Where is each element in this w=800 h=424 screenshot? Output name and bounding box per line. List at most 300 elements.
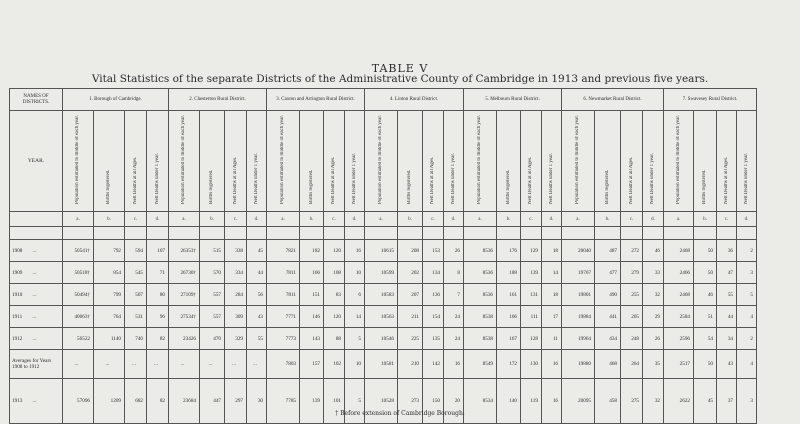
- value-cell: 210: [398, 350, 423, 379]
- value-cell: 50541†: [63, 240, 94, 262]
- year-label: 1911: [12, 313, 23, 320]
- value-cell: 50494†: [63, 284, 94, 306]
- district-header: 4. Linton Rural District.: [365, 89, 464, 111]
- column-letter: b.: [497, 212, 521, 227]
- value-cell: 129: [521, 240, 542, 262]
- value-cell: 10581: [365, 350, 398, 379]
- value-cell: 46: [694, 284, 717, 306]
- value-cell: 2468: [664, 284, 694, 306]
- column-header: [562, 111, 595, 212]
- value-cell: ...: [94, 350, 125, 379]
- value-cell: 146: [300, 306, 324, 328]
- value-cell: 80: [147, 284, 169, 306]
- value-cell: 275: [621, 379, 643, 424]
- column-header: [694, 111, 717, 212]
- value-cell: 83: [324, 284, 345, 306]
- column-letter: b.: [595, 212, 621, 227]
- value-cell: 255: [621, 284, 643, 306]
- value-cell: 150: [423, 379, 444, 424]
- column-header-label: Nett Deaths under 1 year.: [253, 153, 259, 204]
- value-cell: 51: [694, 306, 717, 328]
- column-letter: b.: [300, 212, 324, 227]
- column-letter: a.: [365, 212, 398, 227]
- value-cell: 30: [247, 379, 267, 424]
- value-cell: 8536: [464, 262, 497, 284]
- table-row: [10, 284, 757, 306]
- value-cell: 208: [398, 240, 423, 262]
- year-dots: ...: [32, 335, 37, 342]
- value-cell: 16: [444, 350, 464, 379]
- year-label: 1909: [12, 269, 23, 276]
- column-header-label: Births registered.: [604, 169, 610, 204]
- year-dots: ...: [32, 313, 37, 320]
- value-cell: 151: [300, 284, 324, 306]
- value-cell: 32: [643, 284, 664, 306]
- column-letter: b.: [398, 212, 423, 227]
- column-header-label: Nett Deaths at all Ages.: [132, 156, 138, 204]
- column-header-label: Nett Deaths at all Ages.: [628, 156, 634, 204]
- value-cell: 507: [125, 284, 147, 306]
- column-header-label: Nett Deaths at all Ages.: [430, 156, 435, 204]
- value-cell: 10528: [365, 379, 398, 424]
- year-cell: [10, 240, 63, 262]
- value-cell: 3: [737, 379, 757, 424]
- column-header: [464, 111, 497, 212]
- value-cell: 143: [300, 328, 324, 350]
- value-cell: 5: [345, 328, 365, 350]
- column-header-label: Births registered.: [505, 169, 511, 204]
- value-cell: 35: [643, 350, 664, 379]
- spacer-cell: [542, 227, 562, 240]
- column-letter: c.: [423, 212, 444, 227]
- column-letter: b.: [94, 212, 125, 227]
- value-cell: 2584: [664, 306, 694, 328]
- value-cell: 131: [521, 284, 542, 306]
- value-cell: ...: [200, 350, 225, 379]
- value-cell: 20095: [562, 379, 595, 424]
- spacer-cell: [562, 227, 595, 240]
- value-cell: 23426: [169, 328, 200, 350]
- column-header-label: Nett Deaths under 1 year.: [351, 153, 357, 204]
- value-cell: 2517: [664, 350, 694, 379]
- table-row: [10, 262, 757, 284]
- column-header-label: Population estimated to middle of each year.: [477, 114, 482, 204]
- value-cell: 7811: [267, 262, 300, 284]
- column-letter: a.: [562, 212, 595, 227]
- value-cell: 154: [423, 306, 444, 328]
- value-cell: 2596: [664, 328, 694, 350]
- value-cell: 487: [595, 240, 621, 262]
- value-cell: 82: [147, 379, 169, 424]
- value-cell: 7811: [267, 284, 300, 306]
- column-letter: c.: [621, 212, 643, 227]
- value-cell: 799: [94, 284, 125, 306]
- column-header: [717, 111, 737, 212]
- value-cell: 34: [717, 328, 737, 350]
- year-cell: [10, 262, 63, 284]
- value-cell: 176: [497, 240, 521, 262]
- page-title: TABLE V: [371, 62, 429, 75]
- column-header: [595, 111, 621, 212]
- column-letter: c.: [521, 212, 542, 227]
- spacer-cell: [63, 227, 94, 240]
- value-cell: 27109†: [169, 284, 200, 306]
- value-cell: 128: [521, 328, 542, 350]
- column-header-label: Births registered.: [106, 169, 111, 204]
- value-cell: 82: [147, 328, 169, 350]
- value-cell: 468: [595, 350, 621, 379]
- value-cell: 441: [595, 306, 621, 328]
- column-header: [125, 111, 147, 212]
- value-cell: 56522: [63, 328, 94, 350]
- column-header-label: Nett Deaths under 1 year.: [743, 153, 749, 204]
- value-cell: 166: [497, 306, 521, 328]
- value-cell: 27534†: [169, 306, 200, 328]
- year-cell: [10, 284, 63, 306]
- table-row: [10, 240, 757, 262]
- column-header: [497, 111, 521, 212]
- value-cell: 142: [423, 350, 444, 379]
- value-cell: 594: [125, 240, 147, 262]
- value-cell: 130: [521, 350, 542, 379]
- value-cell: 10563: [365, 306, 398, 328]
- spacer-cell: [125, 227, 147, 240]
- column-letter: a.: [464, 212, 497, 227]
- spacer-cell: [365, 227, 398, 240]
- value-cell: 157: [300, 350, 324, 379]
- value-cell: 107: [147, 240, 169, 262]
- column-header-label: Births registered.: [308, 169, 314, 204]
- column-header-label: Population estimated to middle of each year.: [75, 114, 80, 204]
- vital-statistics-table: [9, 88, 757, 424]
- column-header: [444, 111, 464, 212]
- value-cell: 8536: [464, 240, 497, 262]
- column-header: [521, 111, 542, 212]
- value-cell: 10599: [365, 262, 398, 284]
- value-cell: 135: [423, 328, 444, 350]
- column-letter: d.: [542, 212, 562, 227]
- value-cell: 279: [621, 262, 643, 284]
- value-cell: 7785: [267, 379, 300, 424]
- value-cell: 134: [423, 262, 444, 284]
- value-cell: 570: [200, 262, 225, 284]
- column-letter: d.: [643, 212, 664, 227]
- year-label: 1913: [12, 398, 23, 404]
- value-cell: 71: [147, 262, 169, 284]
- value-cell: 531: [125, 306, 147, 328]
- value-cell: 273: [398, 379, 423, 424]
- district-header: 1. Borough of Cambridge.: [63, 89, 169, 111]
- column-letter: a.: [63, 212, 94, 227]
- value-cell: 792: [94, 240, 125, 262]
- value-cell: 10615: [365, 240, 398, 262]
- value-cell: 272: [621, 240, 643, 262]
- value-cell: 45: [247, 240, 267, 262]
- spacer-cell: [324, 227, 345, 240]
- column-header: [643, 111, 664, 212]
- value-cell: 120: [324, 240, 345, 262]
- column-header: [737, 111, 757, 212]
- column-header-label: Population estimated to middle of each year.: [378, 114, 383, 204]
- value-cell: 166: [300, 262, 324, 284]
- value-cell: 8536: [464, 284, 497, 306]
- value-cell: 297: [225, 379, 247, 424]
- column-letter: a.: [169, 212, 200, 227]
- district-header: 6. Newmarket Rural District.: [562, 89, 664, 111]
- value-cell: 167: [497, 328, 521, 350]
- column-header-label: Births registered.: [407, 169, 412, 204]
- value-cell: 32: [643, 379, 664, 424]
- value-cell: 557: [200, 284, 225, 306]
- column-header-label: Nett Deaths under 1 year.: [650, 153, 655, 204]
- names-header: NAMES OF DISTRICTS.: [10, 89, 63, 111]
- column-header-label: Nett Deaths at all Ages.: [723, 156, 729, 204]
- value-cell: 88: [324, 328, 345, 350]
- spacer-cell: [664, 227, 694, 240]
- value-cell: 477: [595, 262, 621, 284]
- year-dots: ...: [32, 398, 37, 404]
- value-cell: 490: [595, 284, 621, 306]
- value-cell: 18: [542, 240, 562, 262]
- value-cell: 211: [398, 306, 423, 328]
- value-cell: 33: [643, 262, 664, 284]
- value-cell: 2468: [664, 240, 694, 262]
- spacer-cell: [643, 227, 664, 240]
- subtitle: Vital Statistics of the separate Districts of the Administrative County of Cambridge in 1913 and previous five years.: [91, 73, 709, 85]
- column-header: [542, 111, 562, 212]
- value-cell: 5: [737, 284, 757, 306]
- year-dots: ...: [32, 291, 37, 298]
- year-dots: ...: [32, 247, 37, 254]
- value-cell: 50: [694, 262, 717, 284]
- column-letter: c.: [717, 212, 737, 227]
- averages-label: Averages for Years 1908 to 1912: [10, 350, 63, 379]
- value-cell: 29: [643, 306, 664, 328]
- value-cell: 55: [247, 328, 267, 350]
- spacer-cell: [200, 227, 225, 240]
- value-cell: 329: [225, 328, 247, 350]
- year-label: 1912: [12, 335, 23, 342]
- value-cell: 182: [300, 240, 324, 262]
- value-cell: 225: [398, 328, 423, 350]
- district-header: 5. Melbourn Rural District.: [464, 89, 562, 111]
- value-cell: 854: [94, 262, 125, 284]
- value-cell: 40063†: [63, 306, 94, 328]
- value-cell: 20: [444, 379, 464, 424]
- column-letter: d.: [147, 212, 169, 227]
- column-header: [324, 111, 345, 212]
- value-cell: 57096: [63, 379, 94, 424]
- column-letter: d.: [737, 212, 757, 227]
- value-cell: 2466: [664, 262, 694, 284]
- value-cell: 458: [595, 379, 621, 424]
- value-cell: 4: [737, 306, 757, 328]
- value-cell: 108: [324, 262, 345, 284]
- value-cell: ...: [63, 350, 94, 379]
- column-header-label: Nett Deaths under 1 year.: [548, 153, 554, 204]
- spacer-cell: [94, 227, 125, 240]
- value-cell: ...: [147, 350, 169, 379]
- averages-row: [10, 350, 757, 379]
- value-cell: 120: [324, 306, 345, 328]
- column-header: [94, 111, 125, 212]
- value-cell: 139: [300, 379, 324, 424]
- value-cell: 8549: [464, 350, 497, 379]
- value-cell: 14: [542, 262, 562, 284]
- value-cell: 447: [200, 379, 225, 424]
- spacer-cell: [444, 227, 464, 240]
- value-cell: 10: [345, 350, 365, 379]
- value-cell: 515: [200, 240, 225, 262]
- value-cell: 26353†: [169, 240, 200, 262]
- value-cell: 50: [694, 240, 717, 262]
- spacer-cell: [694, 227, 717, 240]
- value-cell: 119: [521, 379, 542, 424]
- value-cell: 46: [643, 240, 664, 262]
- column-header-label: Population estimated to middle of each year.: [575, 114, 580, 204]
- value-cell: 682: [125, 379, 147, 424]
- year-header: YEAR.: [10, 111, 63, 212]
- value-cell: 37: [717, 379, 737, 424]
- value-cell: 1209: [94, 379, 125, 424]
- footnote: † Before extension of Cambridge Borough.: [335, 410, 465, 417]
- district-header: 3. Caxton and Arrington Rural District.: [267, 89, 365, 111]
- spacer-cell: [10, 227, 63, 240]
- value-cell: 139: [521, 262, 542, 284]
- value-cell: 50518†: [63, 262, 94, 284]
- value-cell: 54: [694, 328, 717, 350]
- value-cell: 17: [542, 306, 562, 328]
- column-header: [147, 111, 169, 212]
- column-header-label: Nett Deaths at all Ages.: [232, 156, 238, 204]
- value-cell: 140: [497, 379, 521, 424]
- column-header: [398, 111, 423, 212]
- value-cell: 434: [595, 328, 621, 350]
- value-cell: 16: [542, 379, 562, 424]
- value-cell: 19884: [562, 306, 595, 328]
- spacer-cell: [521, 227, 542, 240]
- blank-cell: [10, 212, 63, 227]
- value-cell: 161: [497, 284, 521, 306]
- column-header: [200, 111, 225, 212]
- value-cell: 44: [717, 306, 737, 328]
- spacer-cell: [621, 227, 643, 240]
- value-cell: 1140: [94, 328, 125, 350]
- column-header: [345, 111, 365, 212]
- value-cell: 96: [147, 306, 169, 328]
- spacer-cell: [169, 227, 200, 240]
- value-cell: 2: [737, 240, 757, 262]
- value-cell: 740: [125, 328, 147, 350]
- value-cell: 264: [621, 350, 643, 379]
- value-cell: 20040: [562, 240, 595, 262]
- value-cell: 309: [225, 306, 247, 328]
- value-cell: ...: [169, 350, 200, 379]
- value-cell: 19964: [562, 328, 595, 350]
- value-cell: 7771: [267, 306, 300, 328]
- column-header-label: Nett Deaths under 1 year.: [450, 153, 456, 204]
- spacer-cell: [423, 227, 444, 240]
- value-cell: 334: [225, 262, 247, 284]
- column-header: [300, 111, 324, 212]
- value-cell: ...: [247, 350, 267, 379]
- value-cell: 338: [225, 240, 247, 262]
- value-cell: 45: [694, 379, 717, 424]
- value-cell: 19801: [562, 284, 595, 306]
- column-letter: c.: [324, 212, 345, 227]
- column-letter: a.: [267, 212, 300, 227]
- value-cell: 545: [125, 262, 147, 284]
- column-header: [423, 111, 444, 212]
- value-cell: 265: [621, 306, 643, 328]
- value-cell: ...: [225, 350, 247, 379]
- value-cell: 2622: [664, 379, 694, 424]
- value-cell: 172: [497, 350, 521, 379]
- value-cell: 7803: [267, 350, 300, 379]
- spacer-cell: [267, 227, 300, 240]
- value-cell: 16: [345, 240, 365, 262]
- value-cell: 11: [542, 328, 562, 350]
- value-cell: 43: [247, 306, 267, 328]
- value-cell: 5: [345, 379, 365, 424]
- value-cell: 44: [247, 262, 267, 284]
- value-cell: 19767: [562, 262, 595, 284]
- column-header-label: Births registered.: [702, 169, 707, 204]
- year-cell: [10, 306, 63, 328]
- value-cell: 8534: [464, 379, 497, 424]
- table-row: [10, 306, 757, 328]
- value-cell: 24: [444, 328, 464, 350]
- value-cell: 16: [542, 350, 562, 379]
- value-cell: 10546: [365, 328, 398, 350]
- value-cell: 10: [345, 262, 365, 284]
- value-cell: 764: [94, 306, 125, 328]
- value-cell: 101: [324, 379, 345, 424]
- value-cell: ...: [125, 350, 147, 379]
- value-cell: 7: [444, 284, 464, 306]
- column-letter: d.: [444, 212, 464, 227]
- spacer-cell: [345, 227, 365, 240]
- column-header: [247, 111, 267, 212]
- value-cell: 14: [345, 306, 365, 328]
- column-header: [664, 111, 694, 212]
- value-cell: 19880: [562, 350, 595, 379]
- value-cell: 7821: [267, 240, 300, 262]
- column-header-label: Population estimated to middle of each year.: [675, 114, 681, 204]
- value-cell: 207: [398, 284, 423, 306]
- column-header-label: Nett Deaths at all Ages.: [331, 156, 336, 204]
- spacer-cell: [464, 227, 497, 240]
- column-header: [365, 111, 398, 212]
- year-label: 1908: [12, 247, 23, 254]
- value-cell: 10583: [365, 284, 398, 306]
- value-cell: 248: [621, 328, 643, 350]
- column-letter: c.: [225, 212, 247, 227]
- column-header-label: Nett Deaths under 1 year.: [154, 153, 160, 204]
- value-cell: 26: [444, 240, 464, 262]
- value-cell: 111: [521, 306, 542, 328]
- column-letter: b.: [694, 212, 717, 227]
- value-cell: 23684: [169, 379, 200, 424]
- value-cell: 202: [398, 262, 423, 284]
- year-label: 1910: [12, 291, 23, 298]
- value-cell: 8538: [464, 328, 497, 350]
- column-header: [169, 111, 200, 212]
- value-cell: 284: [225, 284, 247, 306]
- value-cell: 43: [717, 350, 737, 379]
- district-header: 2. Chesterton Rural District.: [169, 89, 267, 111]
- spacer-cell: [225, 227, 247, 240]
